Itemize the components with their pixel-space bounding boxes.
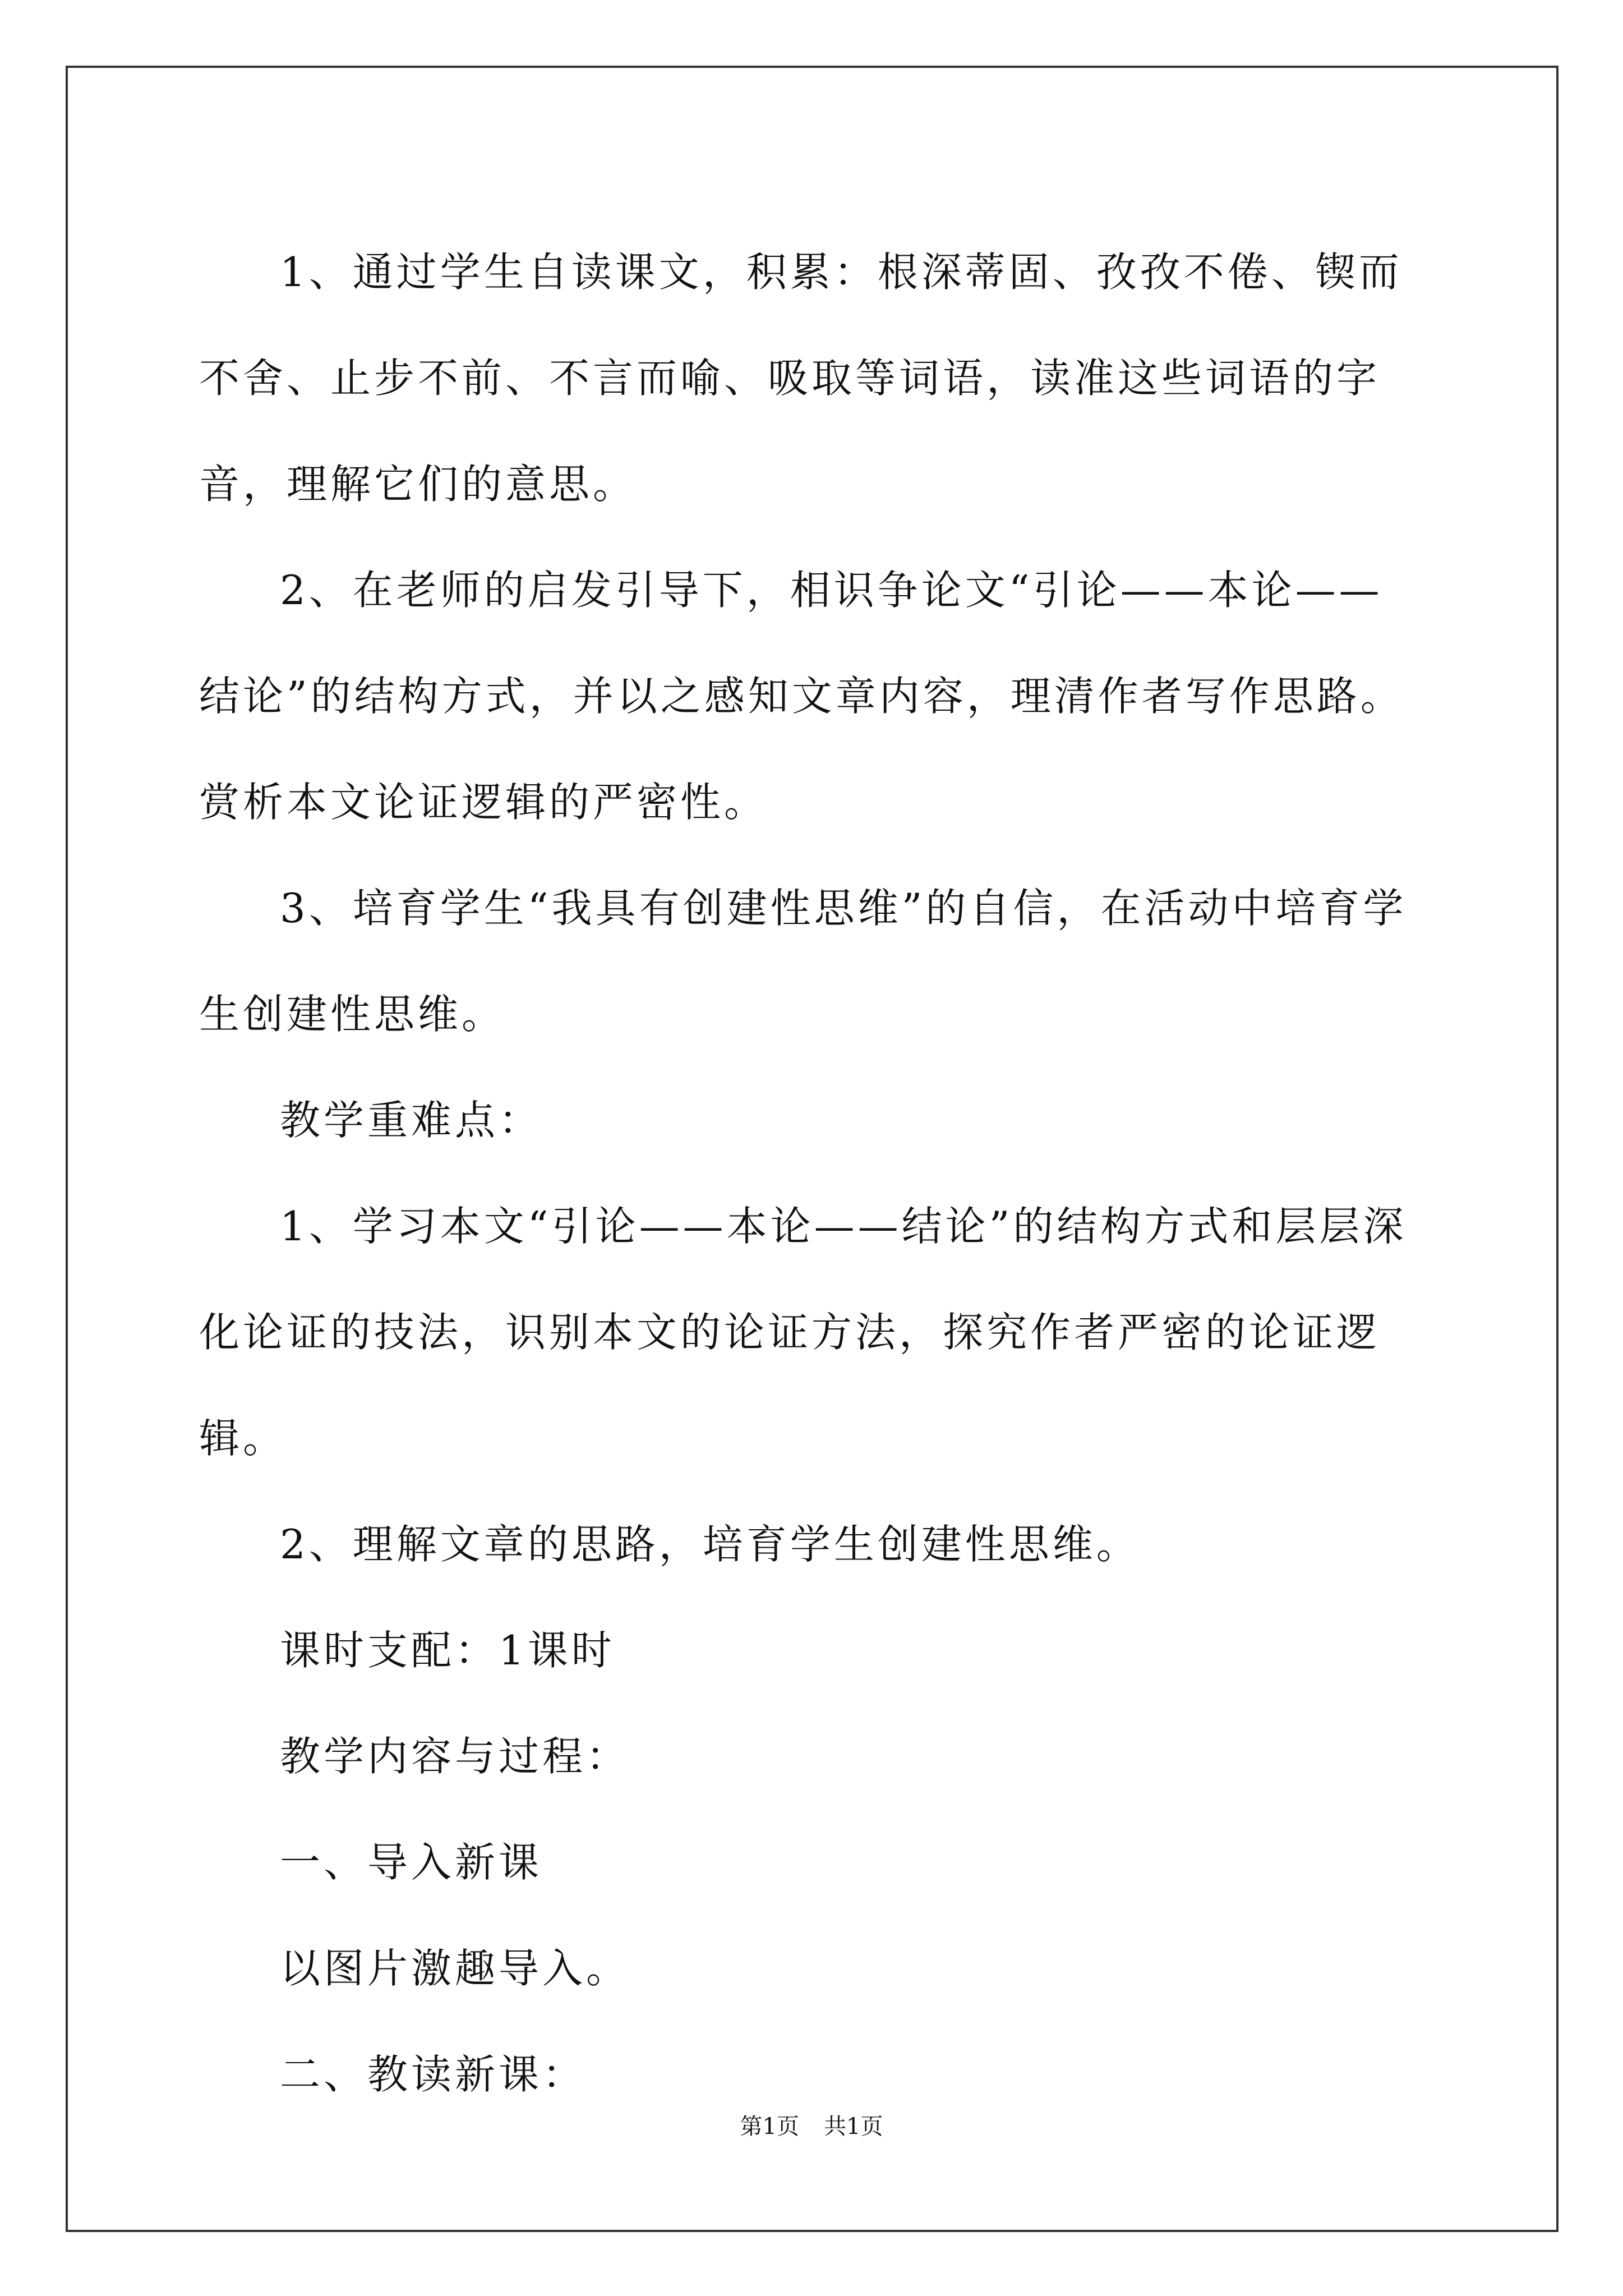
heading-key-points: 教学重难点：: [280, 1097, 543, 1144]
document-body: [199, 219, 1422, 2128]
paragraph-objective-3: 3、培育学生“我具有创建性思维”的自信，在活动中培育学生创建性思维。: [199, 885, 1407, 1038]
heading-content-process: 教学内容与过程：: [280, 1733, 630, 1780]
paragraph-section-1: 以图片激趣导入。: [280, 1945, 630, 1992]
page-number-current: 第1页: [740, 2114, 799, 2139]
paragraph-objective-2: 2、在老师的启发引导下，相识争论文“引论——本论——结论”的结构方式，并以之感知文章内容，理清作者写作思路。赏析本文论证逻辑的严密性。: [199, 567, 1404, 826]
paragraph-objective-1: 1、通过学生自读课文，积累：根深蒂固、孜孜不倦、锲而不舍、止步不前、不言而喻、吸取等词语，读准这些词语的字音，理解它们的意思。: [199, 249, 1403, 508]
heading-section-2: 二、教读新课：: [280, 2051, 587, 2098]
paragraph-key-point-1: 1、学习本文“引论——本论——结论”的结构方式和层层深化论证的技法，识别本文的论证方法，探究作者严密的论证逻辑。: [199, 1203, 1407, 1462]
page-footer: [0, 2113, 1623, 2140]
paragraph-class-hours: 课时支配：1课时: [280, 1627, 615, 1674]
paragraph-key-point-2: 2、理解文章的思路，培育学生创建性思维。: [280, 1521, 1140, 1568]
heading-section-1: 一、导入新课: [280, 1839, 543, 1886]
page-number-total: 共1页: [824, 2114, 883, 2139]
